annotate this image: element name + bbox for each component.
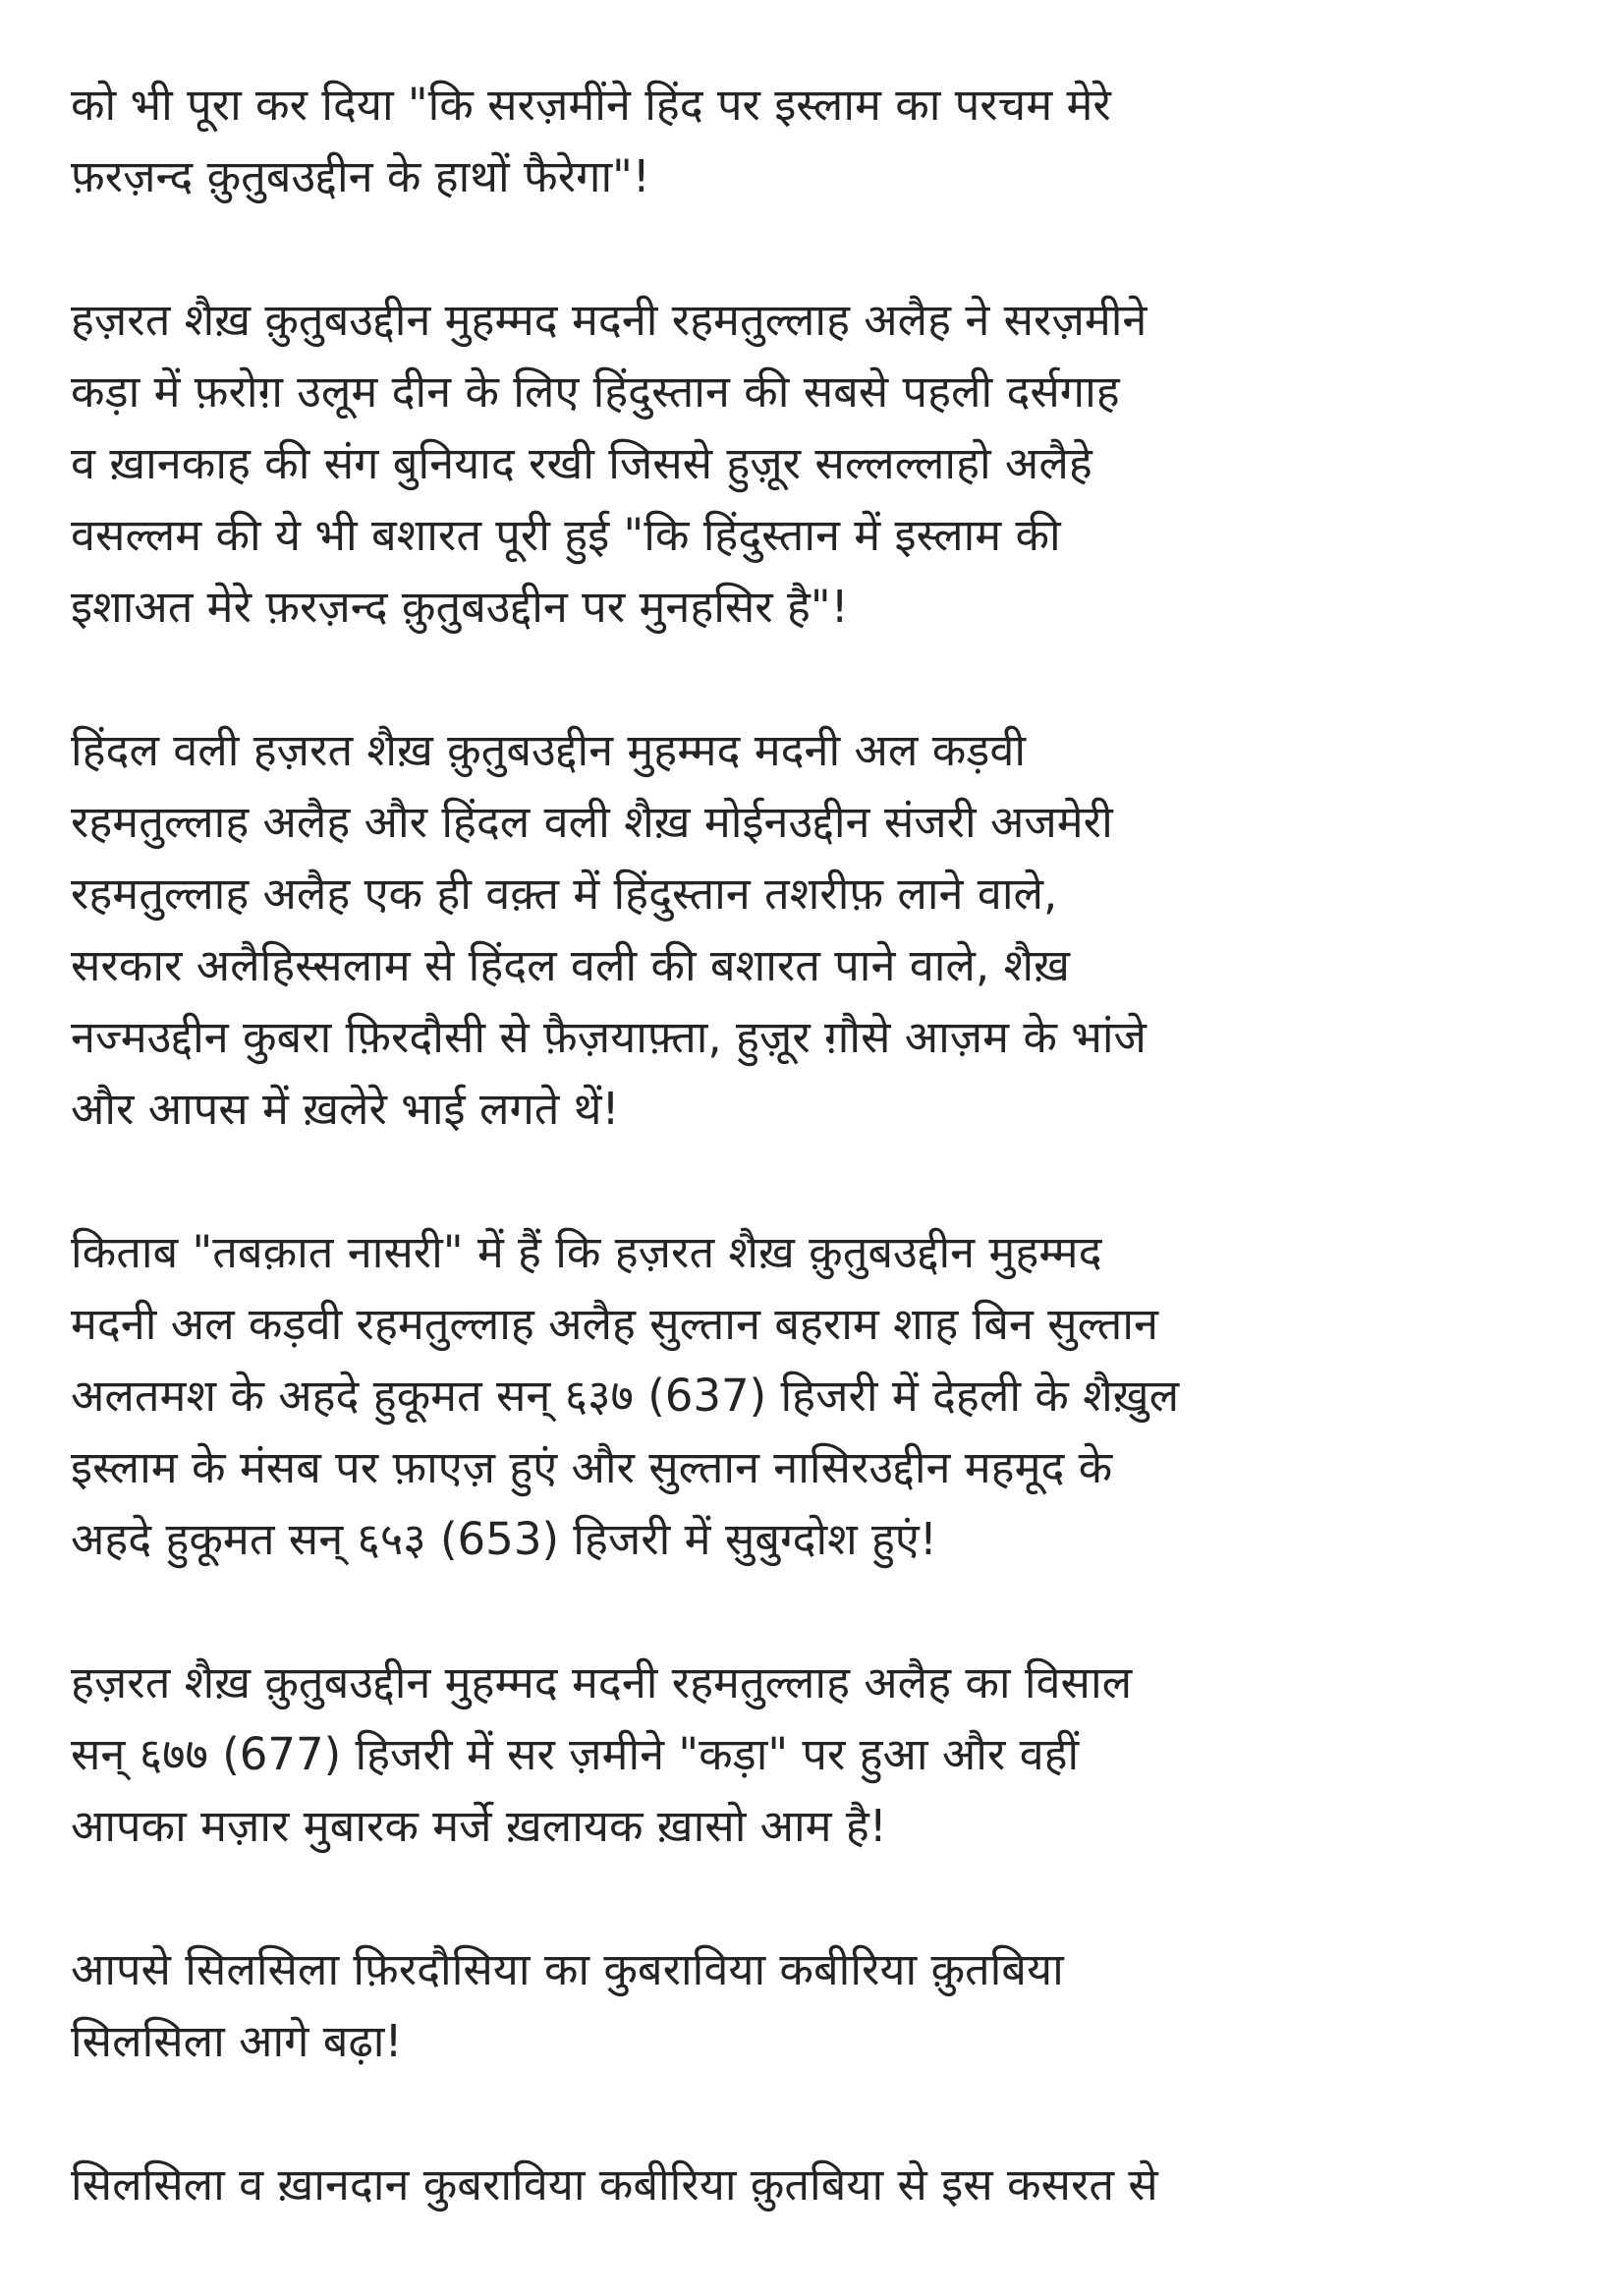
text-line: और आपस में ख़लेरे भाई लगते थें! (71, 1083, 620, 1135)
text-line: इशाअत मेरे फ़रज़न्द क़ुतुबउद्दीन पर मुनहसिर है"! (71, 581, 849, 633)
paragraph-5 (71, 1647, 1565, 1862)
text-line: व ख़ानकाह की संग बुनियाद रखी जिससे हुज़ूर सल्लल्लाहो अलैहे (71, 437, 1092, 489)
paragraph-4 (71, 1216, 1565, 1575)
text-line: सिलसिला आगे बढ़ा! (71, 2015, 403, 2067)
text-line: किताब "तबक़ात नासरी" में हैं कि हज़रत शैख़ क़ुतुबउद्दीन मुहम्मद (71, 1226, 1102, 1278)
text-line: हिंदल वली हज़रत शैख़ क़ुतुबउद्दीन मुहम्मद मदनी अल कड़वी (71, 724, 1026, 776)
paragraph-2 (71, 284, 1565, 643)
text-line: फ़रज़न्द क़ुतुबउद्दीन के हाथों फैरेगा"! (71, 150, 650, 202)
text-line: कड़ा में फ़रोग़ उलूम दीन के लिए हिंदुस्तान की सबसे पहली दर्सगाह (71, 365, 1120, 418)
text-line: वसल्लम की ये भी बशारत पूरी हुई "कि हिंदुस्तान में इस्लाम की (71, 509, 1061, 561)
text-line: मदनी अल कड़वी रहमतुल्लाह अलैह सुल्तान बहराम शाह बिन सुल्तान (71, 1298, 1158, 1350)
text-line: सिलसिला व ख़ानदान कुबराविया कबीरिया क़ुतबिया से इस कसरत से (71, 2158, 1158, 2211)
paragraph-1 (71, 69, 1565, 212)
text-line: रहमतुल्लाह अलैह एक ही वक़्त में हिंदुस्तान तशरीफ़ लाने वाले, (71, 868, 1058, 920)
text-line: अलतमश के अहदे हुकूमत सन् ६३७ (637) हिजरी में देहली के शैख़ुल (71, 1370, 1180, 1422)
text-line: हज़रत शैख़ क़ुतुबउद्दीन मुहम्मद मदनी रहमतुल्लाह अलैह का विसाल (71, 1656, 1133, 1708)
text-line: रहमतुल्लाह अलैह और हिंदल वली शैख़ मोईनउद्दीन संजरी अजमेरी (71, 796, 1113, 848)
text-line: सन् ६७७ (677) हिजरी में सर ज़मीने "कड़ा" पर हुआ और वहीं (71, 1728, 1080, 1780)
text-line: सरकार अलैहिस्सलाम से हिंदल वली की बशारत पाने वाले, शैख़ (71, 939, 1070, 991)
text-line: आपसे सिलसिला फ़िरदौसिया का कुबराविया कबीरिया क़ुतबिया (71, 1943, 1064, 1995)
paragraph-7 (71, 2149, 1565, 2220)
text-line: को भी पूरा कर दिया "कि सरज़मींने हिंद पर इस्लाम का परचम मेरे (71, 79, 1111, 131)
text-line: नज्मउद्दीन कुबरा फ़िरदौसी से फ़ैज़याफ़्ता, हुज़ूर ग़ौसे आज़म के भांजे (71, 1011, 1147, 1063)
text-line: इस्लाम के मंसब पर फ़ाएज़ हुएं और सुल्तान नासिरउद्दीन महमूद के (71, 1441, 1113, 1493)
text-line: हज़रत शैख़ क़ुतुबउद्दीन मुहम्मद मदनी रहमतुल्लाह अलैह ने सरज़मीने (71, 294, 1148, 346)
text-line: अहदे हुकूमत सन् ६५३ (653) हिजरी में सुबुग्दोश हुएं! (71, 1513, 937, 1565)
text-line: आपका मज़ार मुबारक मर्जे ख़लायक ख़ासो आम है! (71, 1800, 887, 1852)
paragraph-3 (71, 714, 1565, 1145)
paragraph-6 (71, 1933, 1565, 2077)
